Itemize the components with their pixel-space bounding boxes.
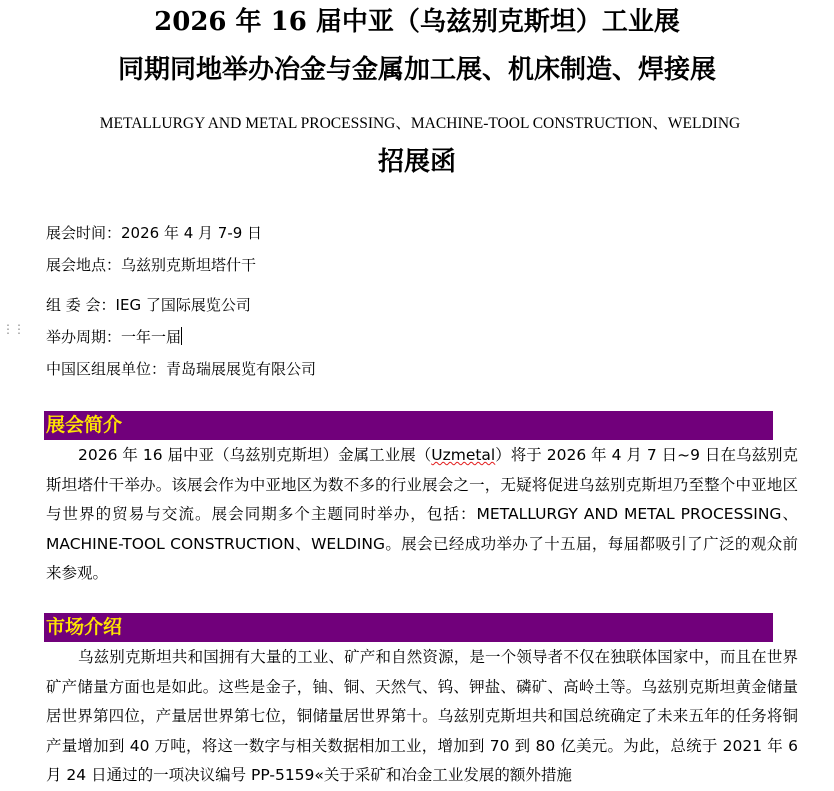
info-cycle-line[interactable] bbox=[46, 327, 182, 347]
paragraph-market: 乌兹别克斯坦共和国拥有大量的工业、矿产和自然资源，是一个领导者不仅在独联体国家中，而且在世界矿产储量方面也是如此。这些是金子，铀、铜、天然气、钨、钾盐、磷矿、高岭土等。乌兹别克斯坦黄金储量居世界第四位，产量居世界第七位，铜储量居世界第十。乌兹别克斯坦共和国总统确定了未来五年的任务将铜产量增加到 40 万吨，将这一数字与相关数据相加工业，增加到 70 到 80 亿美元。为此，总统于 2021 年 6 月 24 日通过的一项决议编号 PP-5159«关于采矿和冶金工业发展的额外措施 bbox=[46, 648, 798, 784]
info-time: 展会时间：2026 年 4 月 7-9 日 bbox=[46, 224, 263, 242]
title-english: METALLURGY AND METAL PROCESSING、MACHINE-TOOL CONSTRUCTION、WELDING bbox=[99, 115, 741, 132]
title-letter: 招展函 bbox=[377, 147, 456, 177]
info-cycle: 举办周期：一年一届 bbox=[46, 328, 182, 346]
spellcheck-flag[interactable]: Uzmetal bbox=[431, 446, 496, 464]
info-organizer: 组 委 会：IEG 了国际展览公司 bbox=[46, 296, 251, 314]
info-place: 展会地点：乌兹别克斯坦塔什干 bbox=[46, 256, 257, 274]
section-heading-band bbox=[44, 411, 773, 440]
title-line-1: 2026 年 16 届中亚（乌兹别克斯坦）工业展 bbox=[154, 7, 680, 37]
info-china-organizer: 中国区组展单位：青岛瑞展展览有限公司 bbox=[46, 360, 317, 378]
section-heading-intro: 展会简介 bbox=[46, 414, 123, 436]
drag-handle-icon[interactable]: ⋮⋮ bbox=[2, 322, 24, 336]
paragraph-intro: 2026 年 16 届中亚（乌兹别克斯坦）金属工业展（Uzmetal）将于 2026 年 4 月 7 日~9 日在乌兹别克斯坦塔什干举办。该展会作为中亚地区为数不多的行业展会之一，无疑将促进乌兹别克斯坦乃至整个中亚地区与世界的贸易与交流。展会同期多个主题同时举办，包括：METALLURGY AND METAL PROCESSING、MACHINE-TOOL CONSTRUCTION、WELDING。展会已经成功举办了十五届，每届都吸引了广泛的观众前来参观。 bbox=[46, 446, 798, 582]
text-cursor bbox=[181, 327, 182, 345]
section-heading-band bbox=[44, 613, 773, 642]
title-line-2: 同期同地举办冶金与金属加工展、机床制造、焊接展 bbox=[117, 55, 716, 85]
section-heading-market: 市场介绍 bbox=[46, 616, 123, 638]
